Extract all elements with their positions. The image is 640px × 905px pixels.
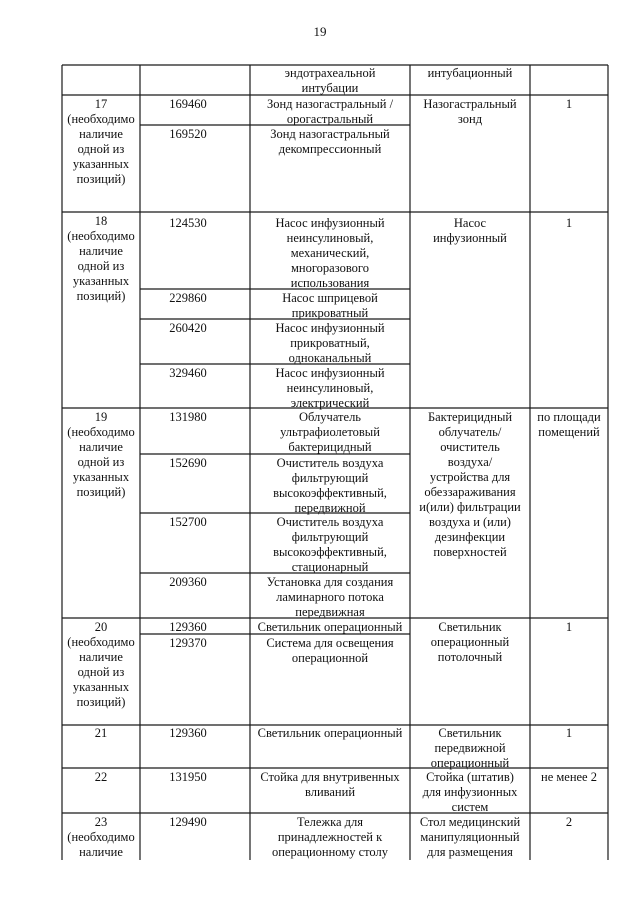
row20-qty-line: 1 xyxy=(565,620,573,634)
row19-name-2-line: фильтрующий xyxy=(291,471,369,485)
row18-num-line: наличие xyxy=(79,244,123,258)
row20-num-line: (необходимо xyxy=(67,635,135,649)
row21-type-line: операционный xyxy=(430,756,510,770)
row20-num-line: указанных xyxy=(72,680,130,694)
row19-name-1-line: Облучатель xyxy=(298,410,362,424)
row18-name-4-line: Насос инфузионный xyxy=(275,366,385,380)
row18-name-1-line: механический, xyxy=(290,246,370,260)
row22-name-line: вливаний xyxy=(304,785,356,799)
row17-type-line: Назогастральный xyxy=(423,97,517,111)
row18-name-1-line: неинсулиновый, xyxy=(286,231,374,245)
row18-name-4-line: электрический xyxy=(290,396,370,410)
row18-type-line: инфузионный xyxy=(433,231,507,245)
row19-type-line: поверхностей xyxy=(433,545,507,559)
row18-code-3-line: 260420 xyxy=(169,321,207,335)
row19-num-line: указанных xyxy=(72,470,130,484)
row20-qty xyxy=(532,620,606,635)
row22-num xyxy=(64,770,138,785)
row18-name-4-line: неинсулиновый, xyxy=(286,381,374,395)
row18-name-2 xyxy=(252,291,408,321)
row22-qty-line: не менее 2 xyxy=(541,770,597,784)
row19-code-3-line: 152700 xyxy=(169,515,207,529)
row18-name-3-line: Насос инфузионный xyxy=(275,321,385,335)
row19-code-4-line: 209360 xyxy=(169,575,207,589)
row19-code-1 xyxy=(142,410,234,425)
row23-name-line: операционному столу xyxy=(271,845,388,859)
row21-type-line: Светильник xyxy=(438,726,502,740)
row17-name-2-line: Зонд назогастральный xyxy=(270,127,390,141)
row23-qty xyxy=(532,815,606,830)
row17-code-1-line: 169460 xyxy=(169,97,207,111)
row23-type-line: манипуляционный xyxy=(420,830,520,844)
row21-type-line: передвижной xyxy=(434,741,506,755)
row18-name-2-line: Насос шприцевой xyxy=(282,291,378,305)
row17-code-2 xyxy=(142,127,234,142)
row19-num-line: позиций) xyxy=(76,485,126,499)
row23-num-line: (необходимо xyxy=(67,830,135,844)
row22-code-line: 131950 xyxy=(169,770,207,784)
row19-name-4-line: передвижная xyxy=(295,605,365,619)
row20-name-1 xyxy=(252,620,408,635)
row21-qty xyxy=(532,726,606,741)
row18-num-line: позиций) xyxy=(76,289,126,303)
row19-code-1-line: 131980 xyxy=(169,410,207,424)
row17-name-1-line: Зонд назогастральный / xyxy=(266,97,394,111)
row23-name-line: принадлежностей к xyxy=(277,830,383,844)
row23-name-line: Тележка для xyxy=(296,815,364,829)
row20-code-1-line: 129360 xyxy=(169,620,207,634)
row20-code-2 xyxy=(142,636,234,651)
row20-type xyxy=(412,620,528,665)
row22-type-line: систем xyxy=(451,800,489,814)
row22-type xyxy=(412,770,528,815)
row17-num-line: (необходимо xyxy=(67,112,135,126)
row21-num xyxy=(64,726,138,741)
row20-name-2-line: Система для освещения xyxy=(266,636,394,650)
row17-num-line: наличие xyxy=(79,127,123,141)
row19-name-2-line: высокоэффективный, xyxy=(273,486,387,500)
row23-name xyxy=(252,815,408,860)
row19-qty-line: помещений xyxy=(538,425,600,439)
row18-name-3-line: прикроватный, xyxy=(290,336,370,350)
row19-qty-line: по площади xyxy=(537,410,601,424)
row21-qty-line: 1 xyxy=(565,726,573,740)
row20-num-line: наличие xyxy=(79,650,123,664)
row23-type-line: Стол медицинский xyxy=(419,815,521,829)
row23-code-line: 129490 xyxy=(169,815,207,829)
row21-code-line: 129360 xyxy=(169,726,207,740)
row17-name-1-line: орогастральный xyxy=(286,112,374,126)
row20-num-line: одной из xyxy=(77,665,125,679)
cont-name xyxy=(252,66,408,96)
row19-name-3-line: стационарный xyxy=(291,560,369,574)
row18-code-2-line: 229860 xyxy=(169,291,207,305)
row19-type-line: устройства для xyxy=(429,470,511,484)
row18-name-2-line: прикроватный xyxy=(291,306,369,320)
row19-name-1-line: ультрафиолетовый xyxy=(280,425,380,439)
row20-num-line: 20 xyxy=(94,620,108,634)
row23-num xyxy=(64,815,138,860)
row20-name-1-line: Светильник операционный xyxy=(257,620,403,634)
row20-type-line: потолочный xyxy=(437,650,503,664)
row18-name-1-line: использования xyxy=(290,276,370,290)
row20-name-2-line: операционной xyxy=(291,651,369,665)
row19-code-3 xyxy=(142,515,234,530)
row19-code-2-line: 152690 xyxy=(169,456,207,470)
row18-qty-line: 1 xyxy=(565,216,573,230)
row20-num-line: позиций) xyxy=(76,695,126,709)
row17-name-2 xyxy=(252,127,408,157)
row22-num-line: 22 xyxy=(94,770,108,784)
row19-num-line: 19 xyxy=(94,410,108,424)
row19-num-line: (необходимо xyxy=(67,425,135,439)
row18-name-1 xyxy=(252,216,408,291)
row22-code xyxy=(142,770,234,785)
row17-name-1 xyxy=(252,97,408,127)
row21-num-line: 21 xyxy=(94,726,108,740)
row19-type-line: и(или) фильтрации xyxy=(419,500,521,514)
row19-type-line: очиститель xyxy=(440,440,500,454)
row23-type xyxy=(412,815,528,860)
row19-name-2 xyxy=(252,456,408,516)
row18-num-line: (необходимо xyxy=(67,229,135,243)
row21-name-line: Светильник операционный xyxy=(257,726,403,740)
row21-type xyxy=(412,726,528,771)
row19-type xyxy=(412,410,528,560)
row18-name-3 xyxy=(252,321,408,366)
row20-name-2 xyxy=(252,636,408,666)
row23-num-line: наличие xyxy=(79,845,123,859)
row22-type-line: для инфузионных xyxy=(422,785,518,799)
row19-code-4 xyxy=(142,575,234,590)
row17-type-line: зонд xyxy=(457,112,483,126)
row19-num xyxy=(64,410,138,500)
row19-name-4-line: Установка для создания xyxy=(266,575,394,589)
cont-name-line: интубации xyxy=(301,81,359,95)
row20-num xyxy=(64,620,138,710)
page-number: 19 xyxy=(313,24,327,39)
row19-name-3 xyxy=(252,515,408,575)
row17-num-line: позиций) xyxy=(76,172,126,186)
row18-code-1 xyxy=(142,216,234,231)
row19-name-1-line: бактерицидный xyxy=(288,440,372,454)
row18-qty xyxy=(532,216,606,231)
row18-name-1-line: Насос инфузионный xyxy=(275,216,385,230)
row19-name-2-line: передвижной xyxy=(294,501,366,515)
row19-code-2 xyxy=(142,456,234,471)
row17-num xyxy=(64,97,138,187)
row17-type xyxy=(412,97,528,127)
row22-name xyxy=(252,770,408,800)
row19-name-3-line: фильтрующий xyxy=(291,530,369,544)
row22-name-line: Стойка для внутривенных xyxy=(260,770,400,784)
row23-type-line: для размещения xyxy=(427,845,513,859)
row17-code-1 xyxy=(142,97,234,112)
row18-code-4-line: 329460 xyxy=(169,366,207,380)
row23-num-line: 23 xyxy=(94,815,108,829)
row20-type-line: Светильник xyxy=(438,620,502,634)
cont-type-line: интубационный xyxy=(427,66,513,80)
row19-name-4 xyxy=(252,575,408,620)
row18-code-3 xyxy=(142,321,234,336)
row17-code-2-line: 169520 xyxy=(169,127,207,141)
row18-num-line: указанных xyxy=(72,274,130,288)
row19-name-1 xyxy=(252,410,408,455)
row18-num-line: одной из xyxy=(77,259,125,273)
row19-type-line: дезинфекции xyxy=(434,530,506,544)
row18-num xyxy=(64,214,138,304)
row20-type-line: операционный xyxy=(430,635,510,649)
row23-qty-line: 2 xyxy=(565,815,573,829)
row19-name-4-line: ламинарного потока xyxy=(276,590,384,604)
row18-name-4 xyxy=(252,366,408,411)
row18-name-1-line: многоразового xyxy=(291,261,369,275)
row19-type-line: облучатель/ xyxy=(438,425,502,439)
row19-num-line: наличие xyxy=(79,440,123,454)
row18-name-3-line: одноканальный xyxy=(288,351,372,365)
row17-num-line: 17 xyxy=(94,97,108,111)
row19-type-line: воздуха и (или) xyxy=(429,515,511,529)
row19-num-line: одной из xyxy=(77,455,125,469)
row17-qty xyxy=(532,97,606,112)
row22-qty xyxy=(532,770,606,785)
row19-name-3-line: Очиститель воздуха xyxy=(276,515,384,529)
row19-qty xyxy=(532,410,606,440)
row21-code xyxy=(142,726,234,741)
row17-num-line: указанных xyxy=(72,157,130,171)
row19-type-line: Бактерицидный xyxy=(427,410,513,424)
cont-type xyxy=(412,66,528,81)
row22-type-line: Стойка (штатив) xyxy=(426,770,514,784)
row19-type-line: воздуха/ xyxy=(447,455,493,469)
row18-type xyxy=(412,216,528,246)
row17-num-line: одной из xyxy=(77,142,125,156)
cont-name-line: эндотрахеальной xyxy=(284,66,376,80)
row18-num-line: 18 xyxy=(94,214,108,228)
row17-qty-line: 1 xyxy=(565,97,573,111)
row18-type-line: Насос xyxy=(453,216,487,230)
row19-name-2-line: Очиститель воздуха xyxy=(276,456,384,470)
row18-code-1-line: 124530 xyxy=(169,216,207,230)
row20-code-2-line: 129370 xyxy=(169,636,207,650)
row18-code-2 xyxy=(142,291,234,306)
row18-code-4 xyxy=(142,366,234,381)
row23-code xyxy=(142,815,234,830)
row21-name xyxy=(252,726,408,741)
row19-type-line: обеззараживания xyxy=(424,485,516,499)
row19-name-3-line: высокоэффективный, xyxy=(273,545,387,559)
row17-name-2-line: декомпрессионный xyxy=(278,142,382,156)
row20-code-1 xyxy=(142,620,234,635)
